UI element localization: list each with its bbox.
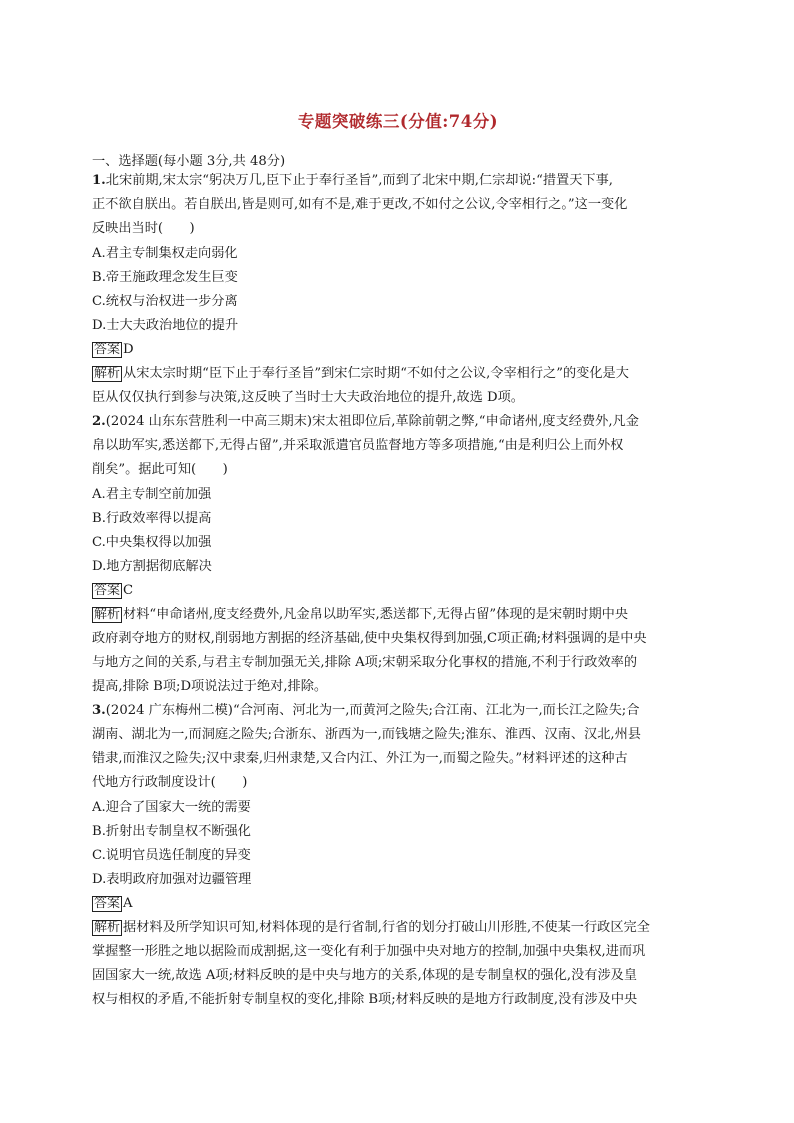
q1-stem-line-2: 正不欲自朕出。若自朕出,皆是则可,如有不是,难于更改,不如付之公议,令宰相行之。”这一变化 [92,197,628,212]
analysis-tag: 解析 [94,607,121,622]
q1-answer-value: D [123,342,134,357]
q3-option-a: A.迎合了国家大一统的需要 [92,800,251,815]
q2-analysis-line-4: 提高,排除 B项;D项说法过于绝对,排除。 [92,679,328,694]
q2-stem-line-2: 帛以助军实,悉送都下,无得占留”,并采取派遣官员监督地方等多项措施,“由是利归公上而外权 [92,438,624,453]
q1-option-b: B.帝王施政理念发生巨变 [92,270,238,285]
q3-number: 3. [92,703,106,718]
q1-option-c: C.统权与治权进一步分离 [92,294,238,309]
page-title: 专题突破练三(分值:74分) [297,112,499,131]
q2-option-d: D.地方割据彻底解决 [92,559,212,574]
q3-analysis-line-3: 固国家大一统,故选 A项;材料反映的是中央与地方的关系,体现的是专制皇权的强化,没有涉及皇 [92,968,638,983]
q1-analysis-line-2: 臣从仅仅执行到参与决策,这反映了当时士大夫政治地位的提升,故选 D项。 [92,390,524,405]
q1-analysis-line-1: 解析 从宋太宗时期“臣下止于奉行圣旨”到宋仁宗时期“不如付之公议,令宰相行之”的变化是大 [94,366,629,381]
q3-stem-line-3: 错隶,而淮汉之险失;汉中隶秦,归州隶楚,又合内江、外江为一,而蜀之险失。”材料评述的这种古 [92,751,628,766]
q3-option-b: B.折射出专制皇权不断强化 [92,824,251,839]
q2-stem-line-1: 2.(2024 山东东营胜利一中高三期末)宋太祖即位后,革除前朝之弊,“申命诸州,度支经费外,凡金 [92,414,639,429]
section-heading: 一、选择题(每小题 3分,共 48分) [92,154,286,169]
q3-option-d: D.表明政府加强对边疆管理 [92,872,252,887]
q3-stem-line-1: 3.(2024 广东梅州二模)“合河南、河北为一,而黄河之险失;合江南、江北为一,而长江之险失;合 [92,703,640,718]
q1-option-d: D.士大夫政治地位的提升 [92,318,239,333]
q2-analysis-line-1: 解析 材料“申命诸州,度支经费外,凡金帛以助军实,悉送都下,无得占留”体现的是宋朝时期中央 [94,607,629,622]
q1-answer [92,342,704,358]
q3-analysis-line-4: 权与相权的矛盾,不能折射专制皇权的变化,排除 B项;材料反映的是地方行政制度,没有涉及中央 [92,992,638,1007]
q1-option-a: A.君主专制集权走向弱化 [92,246,238,261]
q1-number: 1. [92,173,106,188]
q3-answer-value: A [123,896,133,911]
q3-option-c: C.说明官员选任制度的异变 [92,848,251,863]
q2-option-c: C.中央集权得以加强 [92,535,212,550]
q2-option-a: A.君主专制空前加强 [92,487,212,502]
q2-number: 2. [92,414,106,429]
q3-answer [92,896,704,912]
q3-analysis-line-2: 掌握整一形胜之地以据险而成割据,这一变化有利于加强中央对地方的控制,加强中央集权,进而巩 [92,944,646,959]
q3-analysis-line-1: 解析 据材料及所学知识可知,材料体现的是行省制,行省的划分打破山川形胜,不使某一行政区完全 [94,920,650,935]
q1-stem-line-1: 1.北宋前期,宋太宗“躬决万几,臣下止于奉行圣旨”,而到了北宋中期,仁宗却说:“措置天下事, [92,173,613,188]
q2-option-b: B.行政效率得以提高 [92,511,212,526]
answer-tag: 答案 [94,342,121,357]
q2-analysis-line-2: 政府剥夺地方的财权,削弱地方割据的经济基础,使中央集权得到加强,C项正确;材料强调的是中央 [92,631,647,646]
analysis-tag: 解析 [94,920,121,935]
answer-tag: 答案 [94,583,121,598]
q2-analysis-line-3: 与地方之间的关系,与君主专制加强无关,排除 A项;宋朝采取分化事权的措施,不利于行政效率的 [92,655,638,670]
q2-answer [92,583,704,599]
q3-stem-line-2: 湖南、湖北为一,而洞庭之险失;合浙东、浙西为一,而钱塘之险失;淮东、淮西、汉南、汉北,州县 [92,727,641,742]
q2-stem-line-3: 削矣”。据此可知( ) [92,462,228,477]
q2-answer-value: C [123,583,134,598]
answer-tag: 答案 [94,896,121,911]
q3-stem-line-4: 代地方行政制度设计( ) [92,775,248,790]
q1-stem-line-3: 反映出当时( ) [92,221,195,236]
analysis-tag: 解析 [94,366,121,381]
